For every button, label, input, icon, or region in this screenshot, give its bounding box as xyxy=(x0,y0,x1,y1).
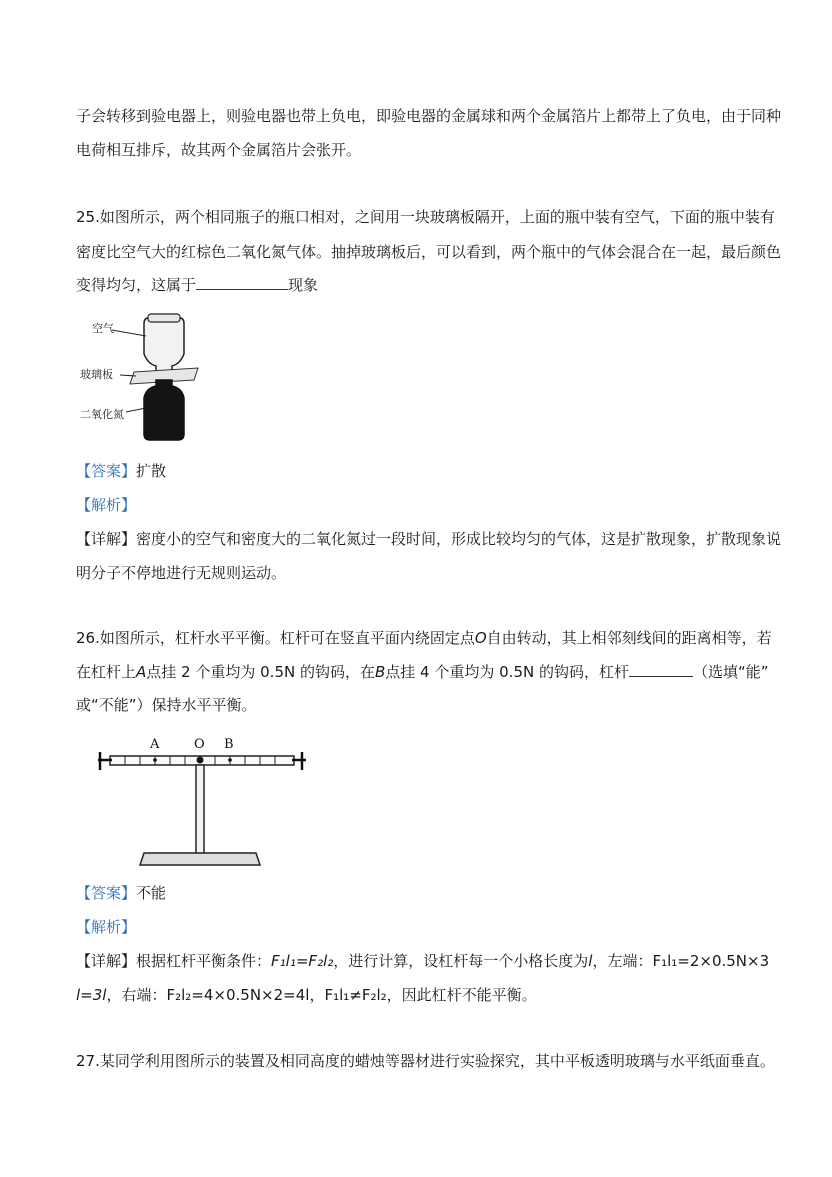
leader-line-air xyxy=(112,330,146,336)
q26-text-f: （选填“能” xyxy=(692,663,769,681)
pivot-o xyxy=(197,757,204,764)
q26-text-b: 自由转动，其上相邻刻线间的距离相等，若 xyxy=(486,629,772,647)
label-no2: 二氧化氮 xyxy=(80,408,124,421)
detail-text-a: 根据杠杆平衡条件： xyxy=(136,952,272,970)
point-a-marker xyxy=(153,758,157,762)
q26-answer xyxy=(76,882,166,904)
q25-detail-line-1 xyxy=(76,528,781,550)
q26-detail-line-2 xyxy=(76,984,537,1006)
point-a: A xyxy=(136,663,147,681)
analysis-tag: 【解析】 xyxy=(76,918,137,936)
lower-bottle xyxy=(144,380,184,440)
answer-text: 扩散 xyxy=(136,462,167,480)
q26-line-2 xyxy=(76,661,769,683)
q26-answer-blank xyxy=(629,676,693,677)
q26-text-a: 26.如图所示，杠杆水平平衡。杠杆可在竖直平面内绕固定点 xyxy=(76,629,475,647)
formula-left-result: l=3l xyxy=(76,986,107,1004)
var-l: l xyxy=(588,952,593,970)
q25-line-3-suffix: 现象 xyxy=(288,276,319,294)
q26-text-c: 在杠杆上 xyxy=(76,663,137,681)
intro-line-2: 电荷相互排斥，故其两个金属箔片会张开。 xyxy=(76,141,362,159)
point-o: O xyxy=(474,629,487,647)
analysis-tag: 【解析】 xyxy=(76,496,137,514)
q26-text-d: 点挂 2 个重均为 0.5N 的钩码，在 xyxy=(146,663,375,681)
point-b-marker xyxy=(228,758,232,762)
label-glass-plate: 玻璃板 xyxy=(80,368,113,381)
q25-answer-blank xyxy=(196,289,288,290)
q26-line-1 xyxy=(76,627,772,649)
formula-balance: F₁l₁=F₂l₂ xyxy=(271,952,334,970)
q25-line-3-prefix: 变得均匀，这属于 xyxy=(76,276,197,294)
leader-line-no2 xyxy=(126,408,146,412)
bottles-diffusion-figure xyxy=(76,308,226,448)
answer-text: 不能 xyxy=(136,884,167,902)
q25-analysis xyxy=(76,494,136,516)
upper-bottle-base xyxy=(148,314,180,322)
detail-text-c: ，左端： xyxy=(592,952,653,970)
lever-label-a: A xyxy=(150,737,160,752)
lever-label-b: B xyxy=(224,737,234,752)
detail-text-d: ，右端： xyxy=(106,986,167,1004)
lever-label-o: O xyxy=(194,737,205,752)
upper-bottle xyxy=(144,318,184,372)
q25-line-1: 25.如图所示，两个相同瓶子的瓶口相对，之间用一块玻璃板隔开，上面的瓶中装有空气，下面的瓶中装有 xyxy=(76,208,775,226)
answer-tag: 【答案】 xyxy=(76,462,137,480)
q25-detail-line-2: 明分子不停地进行无规则运动。 xyxy=(76,564,287,582)
detail-tag: 【详解】 xyxy=(76,952,137,970)
lever-figure xyxy=(88,728,318,873)
q25-answer xyxy=(76,460,166,482)
q27-line-1: 27.某同学利用图所示的装置及相同高度的蜡烛等器材进行实验探究，其中平板透明玻璃与水平纸面垂直。 xyxy=(76,1052,775,1070)
formula-inequality: ，F₁l₁≠F₂l₂ xyxy=(309,986,387,1004)
answer-tag: 【答案】 xyxy=(76,884,137,902)
detail-text-b: ，进行计算，设杠杆每一个小格长度为 xyxy=(333,952,589,970)
q25-line-3 xyxy=(76,274,318,296)
formula-right: F₂l₂=4×0.5N×2=4l xyxy=(166,986,310,1004)
q26-analysis xyxy=(76,916,136,938)
stand-pole xyxy=(196,765,204,860)
formula-left: F₁l₁=2×0.5N×3 xyxy=(652,952,770,970)
detail-text: 密度小的空气和密度大的二氧化氮过一段时间，形成比较均匀的气体，这是扩散现象，扩散现象说 xyxy=(136,530,782,548)
right-end-cross xyxy=(292,752,306,770)
stand-base xyxy=(140,853,260,865)
intro-line-1: 子会转移到验电器上，则验电器也带上负电，即验电器的金属球和两个金属箔片上都带上了负电，由于同种 xyxy=(76,107,782,125)
left-end-cross xyxy=(98,752,112,770)
q25-line-2: 密度比空气大的红棕色二氧化氮气体。抽掉玻璃板后，可以看到，两个瓶中的气体会混合在一起，最后颜色 xyxy=(76,243,782,261)
detail-tag: 【详解】 xyxy=(76,530,137,548)
q26-text-e: 点挂 4 个重均为 0.5N 的钩码，杠杆 xyxy=(385,663,629,681)
detail-text-e: ，因此杠杆不能平衡。 xyxy=(386,986,537,1004)
q26-line-3: 或“不能”）保持水平平衡。 xyxy=(76,696,257,714)
point-b: B xyxy=(374,663,386,681)
label-air: 空气 xyxy=(92,322,114,335)
q26-detail-line-1 xyxy=(76,950,769,972)
